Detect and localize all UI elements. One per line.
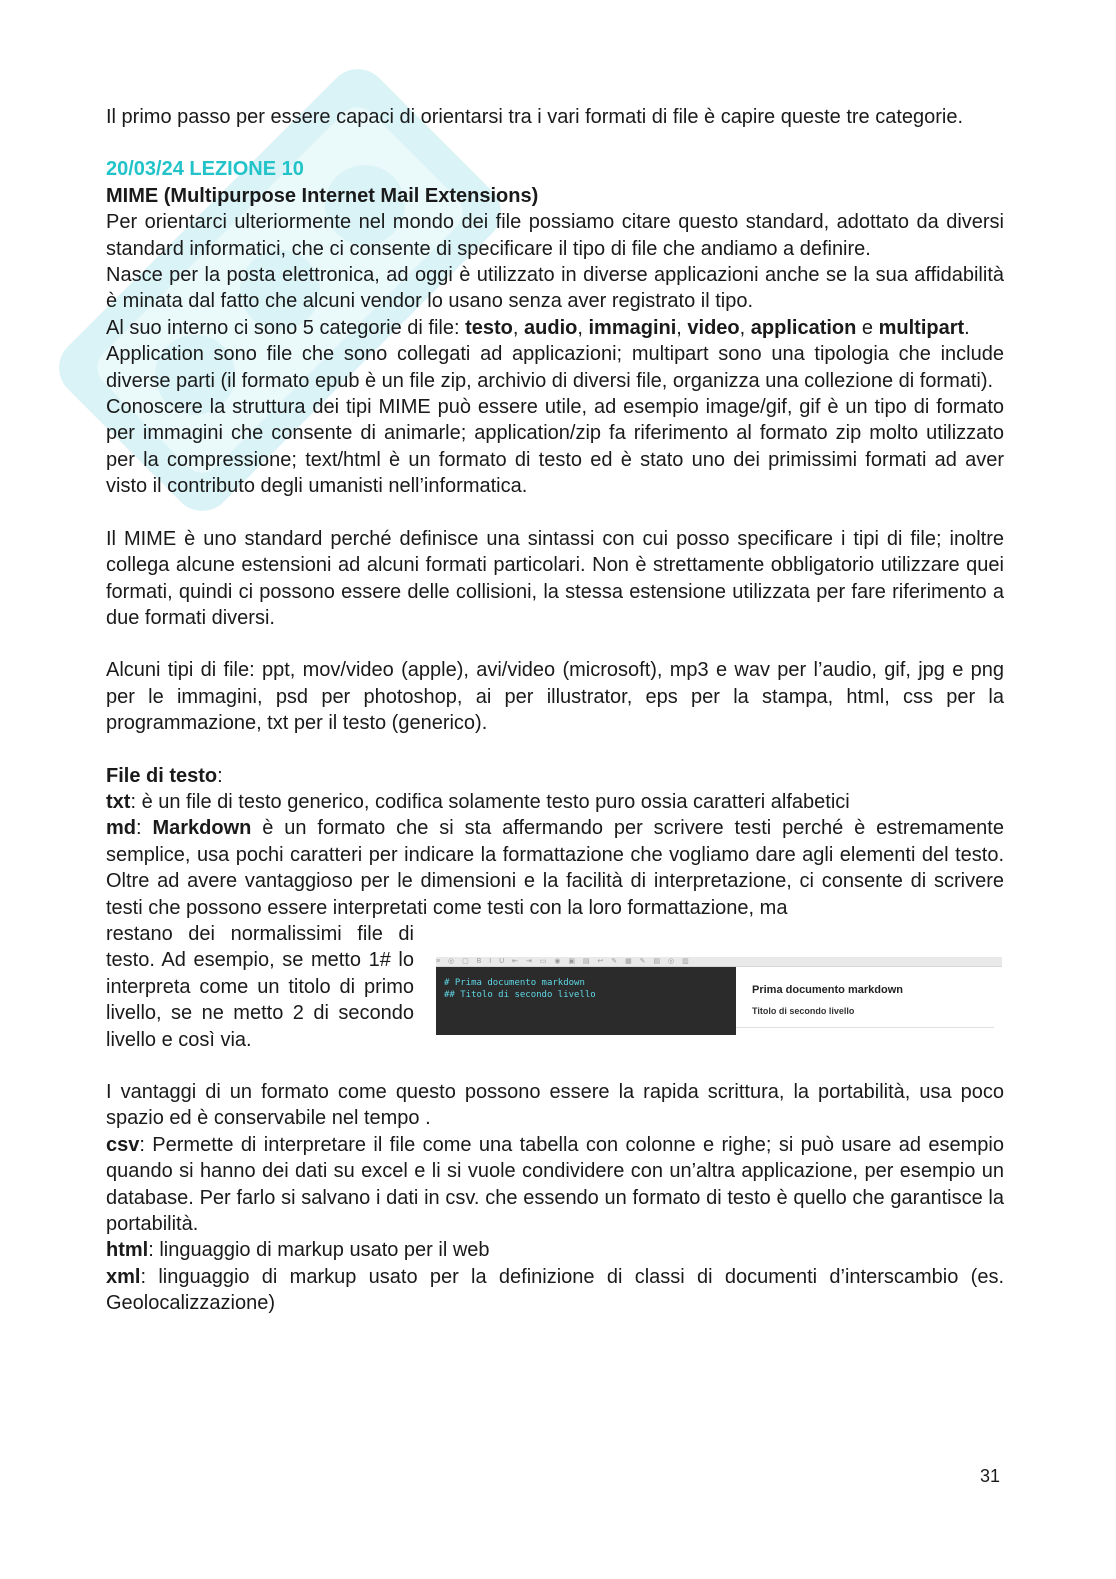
md-float-text: restano dei normalissimi file di testo. Ad esempio, se metto 1# lo interpreta come un titolo di primo livello, se ne metto 2 di secondo livello e così via. (106, 922, 414, 1051)
mime-paragraph-1: Per orientarci ulteriormente nel mondo dei file possiamo citare questo standard, adottato da diversi standard informatici, che ci consente di specificare il tipo di file che andiamo a definire. (106, 211, 1004, 260)
markdown-preview-pane (736, 967, 1002, 1035)
preview-heading-1: Prima documento markdown (752, 983, 903, 996)
intro-paragraph: Il primo passo per essere capaci di orientarsi tra i vari formati di file è capire queste tre categorie. (106, 106, 964, 128)
md-advantages: I vantaggi di un formato come questo possono essere la rapida scrittura, la portabilità, usa poco spazio ed è conservabile nel tempo . (106, 1080, 1004, 1130)
mime-paragraph-7: Alcuni tipi di file: ppt, mov/video (apple), avi/video (microsoft), mp3 e wav per l’audio, gif, jpg e png per le immagini, psd per photoshop, ai per illustrator, eps per la stampa, html, css per la programmazione, txt per il testo (generico). (106, 659, 1004, 735)
page-content (106, 104, 1004, 1317)
preview-divider (736, 1027, 994, 1028)
xml-entry: xml: linguaggio di markup usato per la definizione di classi di documenti d’interscambio (es. Geolocalizzazione) (106, 1265, 1004, 1315)
txt-entry: txt: è un file di testo generico, codifica solamente testo puro ossia caratteri alfabetici (106, 790, 850, 813)
html-entry: html: linguaggio di markup usato per il web (106, 1239, 490, 1262)
csv-entry: csv: Permette di interpretare il file come una tabella con colonne e righe; si può usare ad esempio quando si hanno dei dati su excel e li si vuole condividere con un’altra applicazione, per esempio un database. Per farlo si salvano i dati in csv. che essendo un formato di testo è quello che garantisce la portabilità. (106, 1133, 1004, 1235)
mime-paragraph-3: Al suo interno ci sono 5 categorie di file: testo, audio, immagini, video, application e multipart. (106, 316, 970, 339)
editor-line-1: # Prima documento markdown (444, 977, 585, 988)
lesson-heading: 20/03/24 LEZIONE 10 (106, 158, 304, 181)
preview-heading-2: Titolo di secondo livello (752, 1005, 855, 1016)
page-number: 31 (980, 1466, 1001, 1486)
mime-paragraph-6: Il MIME è uno standard perché definisce una sintassi con cui posso specificare i tipi di file; inoltre collega alcune estensioni ad alcuni formati particolari. Non è strettamente obbligatorio utilizzare quei formati, quindi ci possono essere delle collisioni, la stessa estensione utilizzata per fare riferimento a due formati diversi. (106, 527, 1004, 629)
editor-toolbar: ≡ ◎ ▢ B I U ⇤ ⇥ ▭ ◉ ▣ ▤ ↩ ✎ ▦ ✎ ▤ ◎ ▥ (436, 957, 1002, 967)
mime-title: MIME (Multipurpose Internet Mail Extensions) (106, 184, 539, 207)
editor-line-2: ## Titolo di secondo livello (444, 989, 596, 1000)
text-files-heading: File di testo: (106, 764, 223, 787)
markdown-screenshot (436, 957, 1002, 1037)
markdown-editor-pane (436, 967, 736, 1035)
mime-paragraph-4: Application sono file che sono collegati ad applicazioni; multipart sono una tipologia che include diverse parti (il formato epub è un file zip, archivio di diversi file, organizza una collezione di formati). (106, 343, 1004, 392)
md-entry: md: Markdown è un formato che si sta affermando per scrivere testi perché è estremamente semplice, usa pochi caratteri per indicare la formattazione che vogliamo dare agli elementi del testo. Oltre ad avere vantaggioso per le dimensioni e la facilità di interpretazione, ci consente di scrivere testi che possono essere interpretati come testi con la loro formattazione, ma (106, 817, 1004, 919)
mime-paragraph-5: Conoscere la struttura dei tipi MIME può essere utile, ad esempio image/gif, gif è un tipo di formato per immagini che consente di animarle; application/zip fa riferimento al formato zip molto utilizzato per la compressione; text/html è un formato di testo ed è stato uno dei primissimi formati ad aver visto il contributo degli umanisti nell’informatica. (106, 396, 1004, 498)
markdown-example-block (106, 921, 1004, 1079)
mime-paragraph-2: Nasce per la posta elettronica, ad oggi è utilizzato in diverse applicazioni anche se la sua affidabilità è minata dal fatto che alcuni vendor lo usano senza aver registrato il tipo. (106, 264, 1004, 313)
